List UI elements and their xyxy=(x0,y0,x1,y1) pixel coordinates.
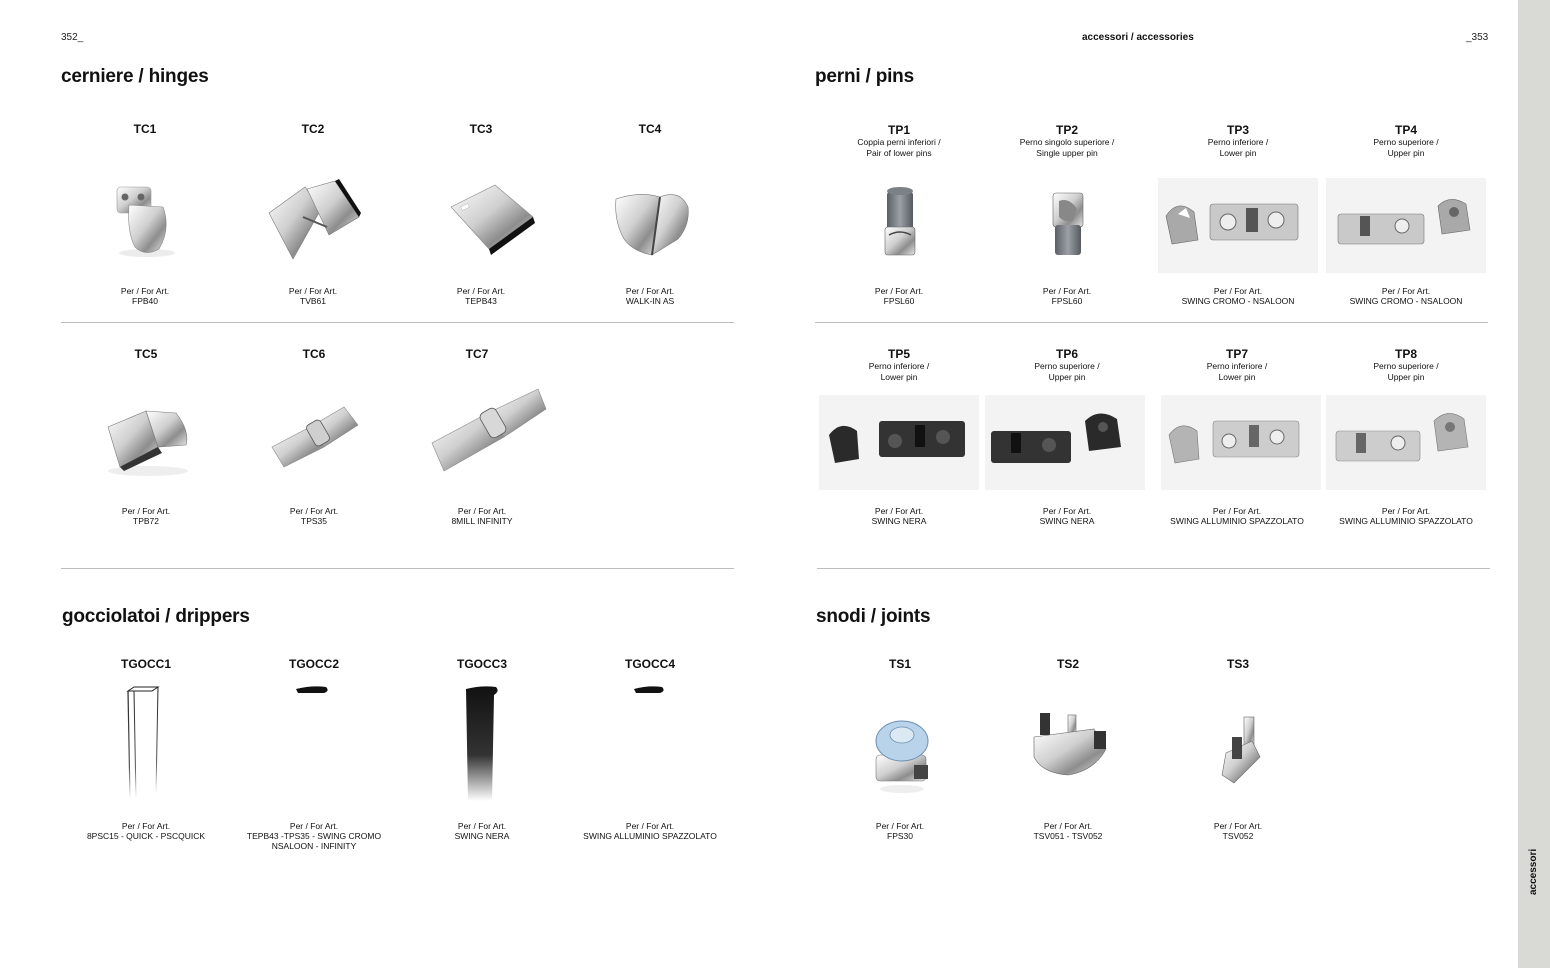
product-code: TC7 xyxy=(465,347,489,361)
product-compatibility: Per / For Art. TVB61 xyxy=(288,286,338,306)
joint-blue-icon xyxy=(830,705,970,800)
product-tp6 xyxy=(983,347,1151,526)
product-description: Perno superiore / Upper pin xyxy=(1373,361,1439,382)
product-compatibility: Per / For Art. FPSL60 xyxy=(874,286,924,306)
product-code: TC3 xyxy=(469,122,493,136)
product-code: TGOCC2 xyxy=(288,657,339,671)
product-ts3 xyxy=(1154,657,1322,841)
product-compatibility: Per / For Art. FPS30 xyxy=(875,821,925,841)
product-tp8 xyxy=(1322,347,1490,526)
product-compatibility: Per / For Art. SWING CROMO - NSALOON xyxy=(1349,286,1463,306)
product-code: TP1 xyxy=(887,123,910,137)
divider xyxy=(817,568,1490,569)
joint-chrome-icon xyxy=(998,697,1138,792)
hinge-square-icon xyxy=(76,397,216,482)
product-ts2 xyxy=(984,657,1152,841)
product-compatibility: Per / For Art. SWING NERA xyxy=(454,821,510,841)
product-compatibility: Per / For Art. SWING NERA xyxy=(871,506,927,526)
product-compatibility: Per / For Art. SWING ALLUMINIO SPAZZOLATO xyxy=(1339,506,1473,526)
product-compatibility: Per / For Art. 8PSC15 - QUICK - PSCQUICK xyxy=(86,821,206,841)
product-code: TP2 xyxy=(1055,123,1078,137)
product-code: TP5 xyxy=(887,347,910,361)
product-tc4 xyxy=(566,122,734,306)
hinge-long-icon xyxy=(418,387,578,482)
product-tgocc2 xyxy=(230,657,398,851)
product-tc3 xyxy=(397,122,565,306)
product-compatibility: Per / For Art. TSV052 xyxy=(1213,821,1263,841)
product-compatibility: Per / For Art. TSV051 - TSV052 xyxy=(1033,821,1103,841)
chapter-sidebar xyxy=(1518,0,1550,968)
product-code: TP7 xyxy=(1225,347,1248,361)
product-code: TGOCC1 xyxy=(120,657,171,671)
product-tc1 xyxy=(61,122,229,306)
product-compatibility: Per / For Art. SWING ALLUMINIO SPAZZOLATO xyxy=(1170,506,1304,526)
hinge-curved-icon xyxy=(580,177,720,262)
divider xyxy=(61,568,734,569)
product-compatibility: Per / For Art. TEPB43 xyxy=(456,286,506,306)
product-tgocc1 xyxy=(62,657,230,841)
product-code: TP3 xyxy=(1226,123,1249,137)
product-description: Perno inferiore / Lower pin xyxy=(1206,361,1268,382)
product-tc6 xyxy=(230,347,398,526)
dripper-alu-icon xyxy=(580,683,720,803)
product-code: TC5 xyxy=(134,347,158,361)
product-compatibility: Per / For Art. FPB40 xyxy=(120,286,170,306)
product-description: Perno inferiore / Lower pin xyxy=(1207,137,1269,158)
product-compatibility: Per / For Art. FPSL60 xyxy=(1042,286,1092,306)
hinge-clip-icon xyxy=(75,177,215,262)
section-title-drippers: gocciolatoi / drippers xyxy=(62,606,250,627)
product-compatibility: Per / For Art. TEPB43 -TPS35 - SWING CROMO NSALOON - INFINITY xyxy=(246,821,382,851)
product-compatibility: Per / For Art. TPS35 xyxy=(289,506,339,526)
product-tp3 xyxy=(1154,123,1322,306)
divider xyxy=(61,322,734,323)
joint-small-icon xyxy=(1168,713,1308,798)
product-description: Coppia perni inferiori / Pair of lower pins xyxy=(857,137,941,158)
product-code: TGOCC4 xyxy=(624,657,675,671)
product-tc5 xyxy=(62,347,230,526)
product-description: Perno singolo superiore / Single upper pin xyxy=(1019,137,1115,158)
pin-upper-alu-icon xyxy=(1326,395,1486,490)
product-tgocc4 xyxy=(566,657,734,841)
product-compatibility: Per / For Art. TPB72 xyxy=(121,506,171,526)
product-code: TC1 xyxy=(133,122,157,136)
section-title-pins: perni / pins xyxy=(815,66,914,87)
section-title-joints: snodi / joints xyxy=(816,606,931,627)
pin-grey-upper-icon xyxy=(997,183,1137,268)
page-number-right: _353 xyxy=(1466,32,1489,43)
product-tp7 xyxy=(1153,347,1321,526)
pin-lower-alu-icon xyxy=(1161,395,1321,490)
product-compatibility: Per / For Art. SWING NERA xyxy=(1039,506,1095,526)
product-compatibility: Per / For Art. SWING ALLUMINIO SPAZZOLATO xyxy=(583,821,717,841)
product-code: TS2 xyxy=(1056,657,1079,671)
running-header: accessori / accessories xyxy=(1082,32,1194,43)
divider xyxy=(815,322,1488,323)
pin-grey-lower-icon xyxy=(829,183,969,268)
product-code: TGOCC3 xyxy=(456,657,507,671)
product-tp2 xyxy=(983,123,1151,306)
hinge-plate-icon xyxy=(411,177,551,262)
product-code: TC6 xyxy=(302,347,326,361)
product-compatibility: Per / For Art. 8MILL INFINITY xyxy=(451,506,513,526)
product-code: TS1 xyxy=(888,657,911,671)
product-tp5 xyxy=(815,347,983,526)
dripper-clear-icon xyxy=(76,683,216,803)
pin-upper-black-icon xyxy=(985,395,1145,490)
product-code: TP8 xyxy=(1394,347,1417,361)
product-code: TP4 xyxy=(1394,123,1417,137)
product-code: TC2 xyxy=(301,122,325,136)
product-description: Perno superiore / Upper pin xyxy=(1034,361,1100,382)
pin-upper-chrome-icon xyxy=(1326,178,1486,273)
product-tc2 xyxy=(229,122,397,306)
product-tc7 xyxy=(398,347,566,526)
product-tp4 xyxy=(1322,123,1490,306)
hinge-wide-icon xyxy=(243,177,383,262)
section-title-hinges: cerniere / hinges xyxy=(61,66,209,87)
product-code: TP6 xyxy=(1055,347,1078,361)
product-tp1 xyxy=(815,123,983,306)
product-tgocc3 xyxy=(398,657,566,841)
pin-lower-black-icon xyxy=(819,395,979,490)
dripper-clear-lip-icon xyxy=(244,683,384,803)
hinge-glass-glass-icon xyxy=(244,397,384,482)
product-code: TS3 xyxy=(1226,657,1249,671)
sidebar-label: accessori xyxy=(1528,848,1539,895)
product-compatibility: Per / For Art. WALK-IN AS xyxy=(625,286,675,306)
pin-lower-chrome-icon xyxy=(1158,178,1318,273)
product-compatibility: Per / For Art. SWING CROMO - NSALOON xyxy=(1181,286,1295,306)
product-ts1 xyxy=(816,657,984,841)
product-description: Perno superiore / Upper pin xyxy=(1373,137,1439,158)
product-code: TC4 xyxy=(638,122,662,136)
dripper-black-icon xyxy=(412,683,552,803)
product-description: Perno inferiore / Lower pin xyxy=(868,361,930,382)
page-number-left: 352_ xyxy=(61,32,84,43)
